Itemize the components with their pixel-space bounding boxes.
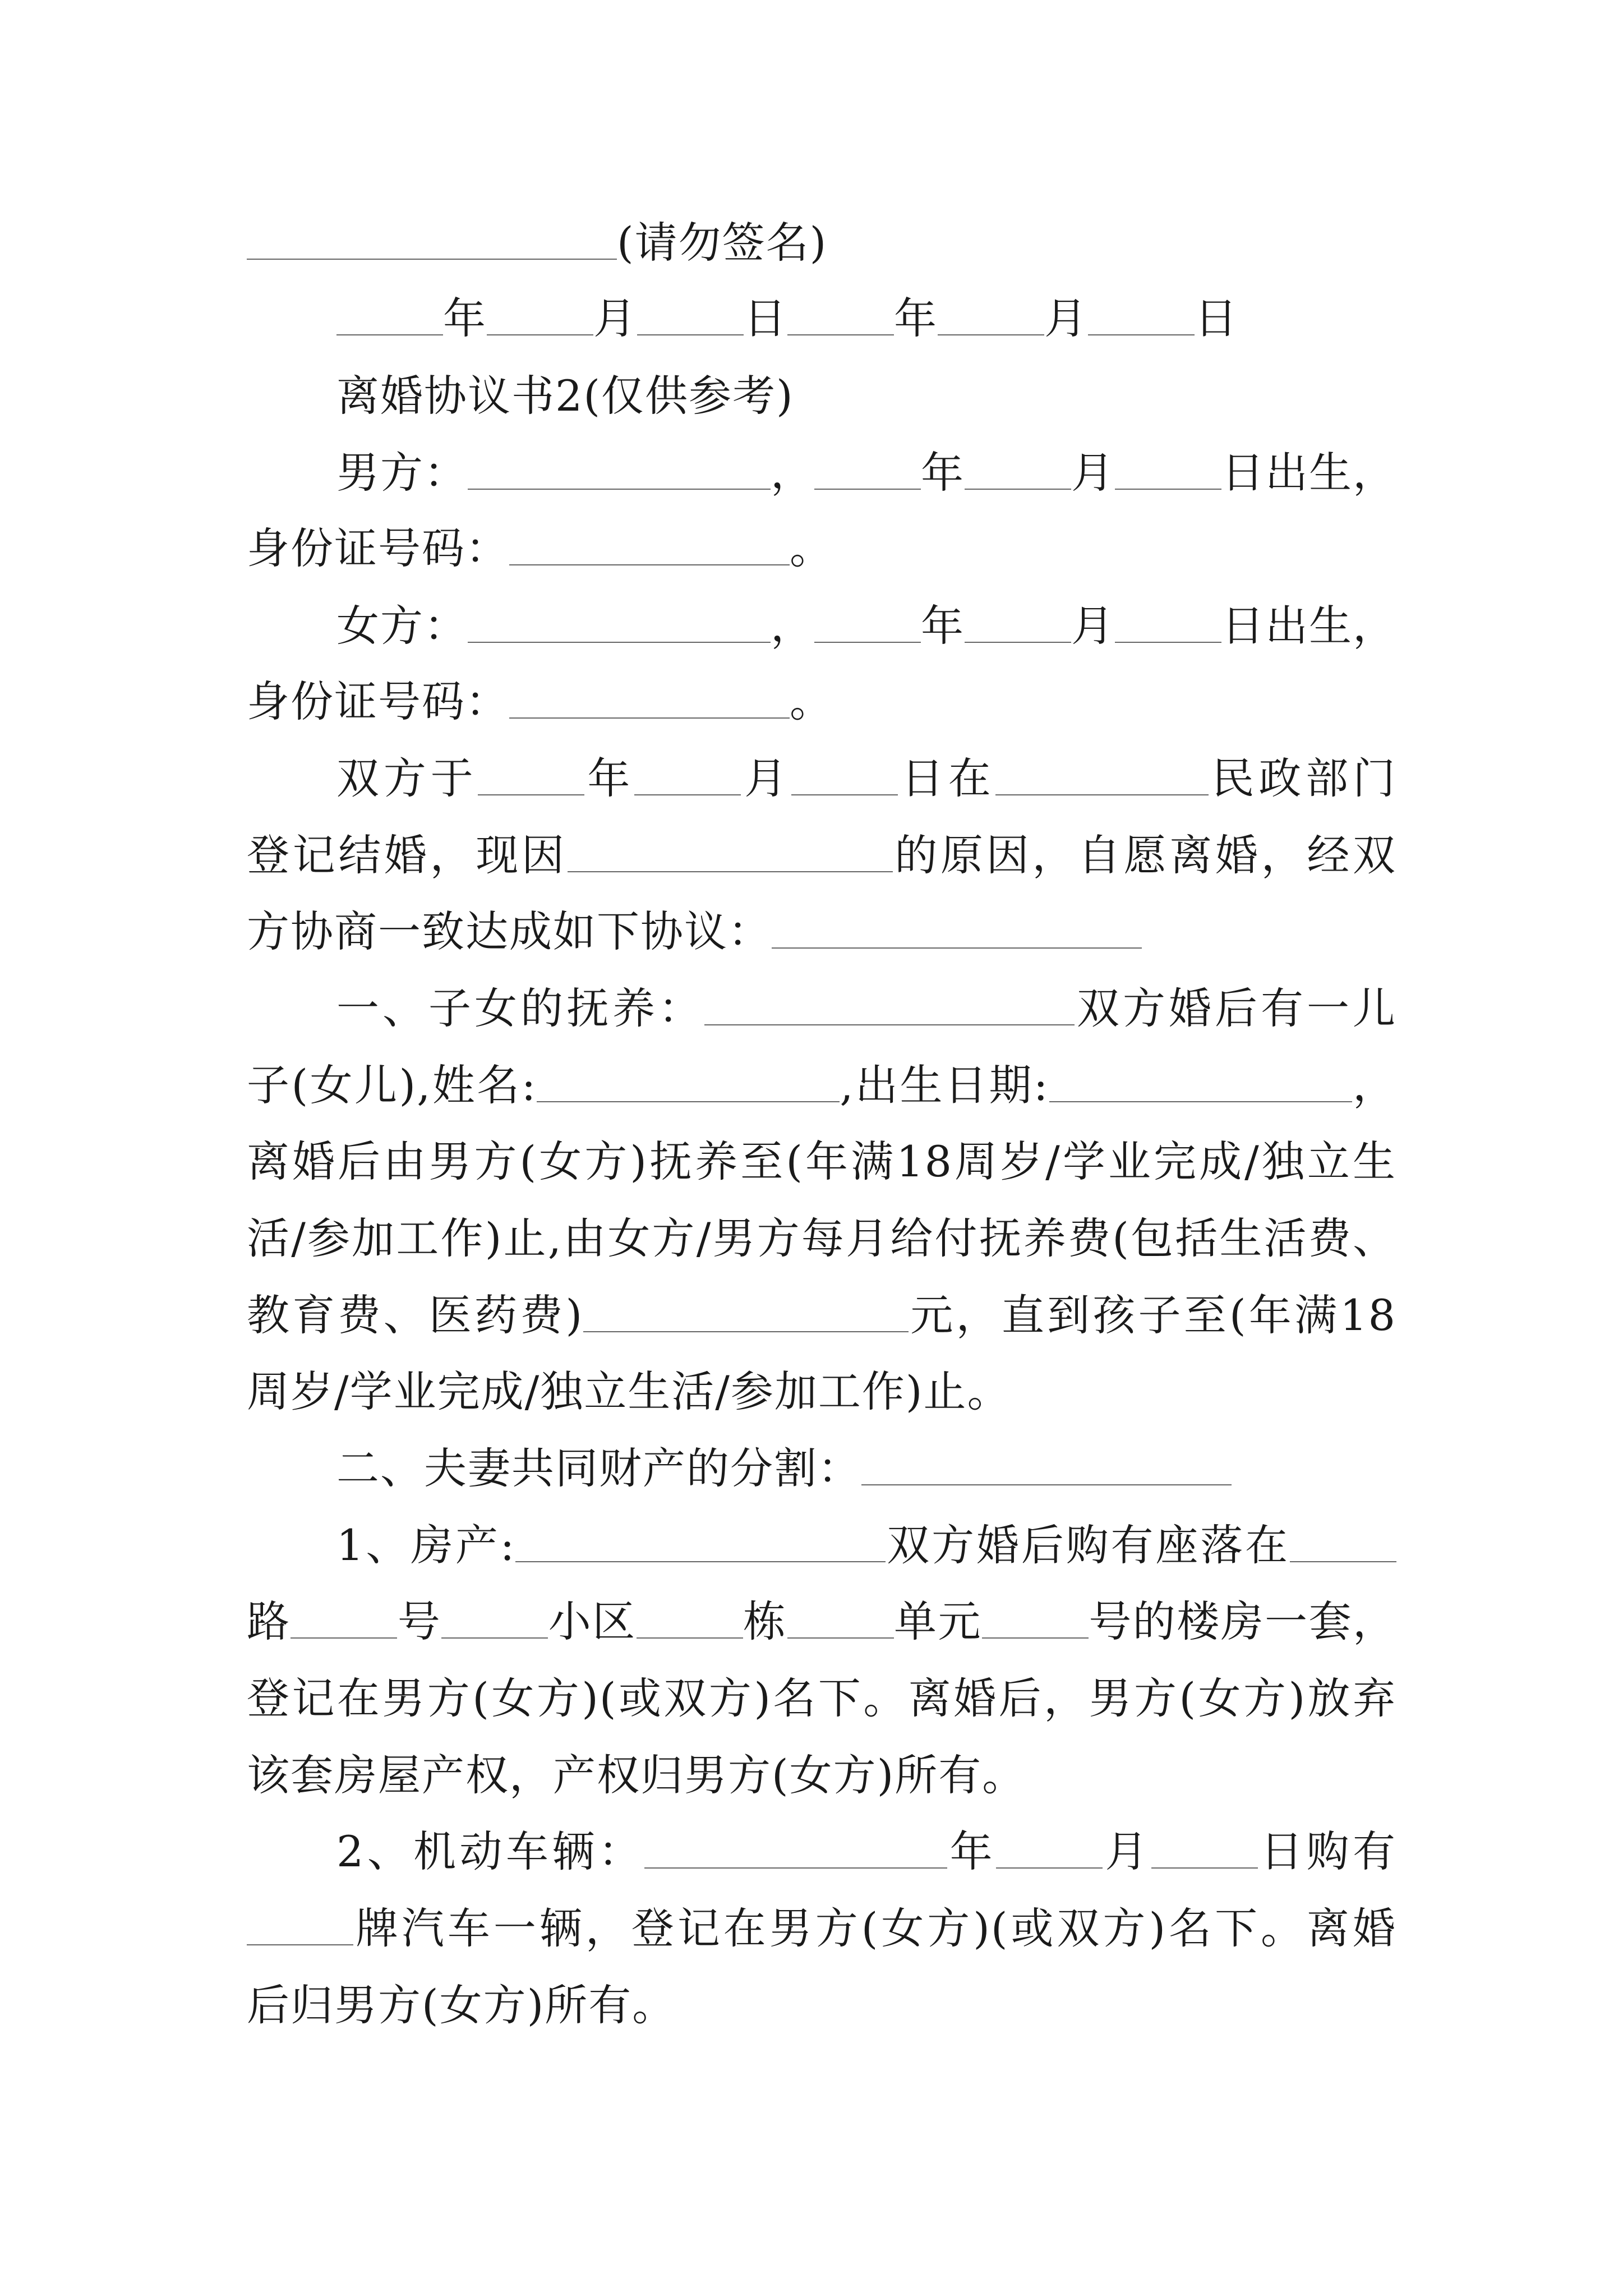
text-segment: 2、机动车辆： (336, 1826, 645, 1876)
fill-in-blank[interactable] (247, 219, 617, 260)
fill-in-blank[interactable] (1115, 602, 1221, 643)
text-segment: 牌汽车一辆，登记在男方(女方)(或双方)名下。离婚 (353, 1903, 1396, 1953)
text-segment: 的原因，自愿离婚，经双 (892, 830, 1397, 880)
fill-in-blank[interactable] (468, 449, 771, 490)
text-segment: 年 (921, 448, 965, 498)
fill-in-blank[interactable] (537, 1062, 840, 1102)
text-segment: 号的楼房一套， (1088, 1596, 1397, 1646)
fill-in-blank[interactable] (965, 602, 1071, 643)
text-segment: 栋 (743, 1596, 787, 1646)
text-segment: 离婚协议书2(仅供参考) (336, 371, 794, 421)
fill-in-blank[interactable] (568, 832, 893, 872)
text-segment: ,出生日期: (840, 1060, 1049, 1110)
text-segment: 女方： (336, 601, 468, 651)
text-line (247, 1212, 1396, 1266)
text-segment: 年 (947, 1826, 996, 1876)
text-line (247, 1978, 1396, 2032)
text-segment: 方协商一致达成如下协议： (247, 907, 772, 956)
text-segment: 单元 (893, 1596, 982, 1646)
text-line (336, 599, 1396, 653)
fill-in-blank[interactable] (1151, 1828, 1258, 1869)
fill-in-blank[interactable] (772, 908, 1142, 949)
text-segment: 日出生， (1221, 448, 1396, 498)
fill-in-blank[interactable] (291, 1598, 397, 1639)
fill-in-blank[interactable] (982, 1598, 1089, 1639)
text-segment: 周岁/学业完成/独立生活/参加工作)止。 (247, 1366, 1011, 1416)
text-segment: 民政部门 (1208, 753, 1397, 803)
text-segment: 身份证号码： (247, 523, 509, 573)
text-segment: 月 (593, 293, 637, 343)
text-segment: ， (1352, 1060, 1397, 1110)
fill-in-blank[interactable] (634, 755, 741, 795)
text-line (336, 292, 1396, 346)
text-line (247, 1672, 1396, 1726)
text-line (247, 1059, 1396, 1112)
fill-in-blank[interactable] (787, 295, 894, 335)
fill-in-blank[interactable] (441, 1598, 548, 1639)
fill-in-blank[interactable] (644, 1828, 947, 1869)
text-segment: 年 (584, 753, 635, 803)
text-segment: 元，直到孩子至(年满18 (909, 1290, 1396, 1340)
text-line (336, 1825, 1396, 1879)
text-line (247, 1289, 1396, 1342)
text-line (247, 1365, 1396, 1419)
text-segment: 登记结婚，现因 (247, 830, 568, 880)
fill-in-blank[interactable] (996, 1828, 1103, 1869)
text-line (247, 829, 1396, 882)
text-line (247, 1135, 1396, 1189)
fill-in-blank[interactable] (247, 1905, 353, 1945)
fill-in-blank[interactable] (704, 985, 1075, 1025)
text-segment: 。 (790, 523, 833, 573)
fill-in-blank[interactable] (1115, 449, 1221, 490)
text-line (336, 1442, 1396, 1496)
text-segment: (请勿签名) (617, 218, 828, 268)
text-line (336, 369, 1396, 423)
fill-in-blank[interactable] (509, 678, 790, 719)
fill-in-blank[interactable] (1088, 295, 1195, 335)
fill-in-blank[interactable] (1049, 1062, 1352, 1102)
text-segment: 二、夫妻共同财产的分割： (336, 1443, 861, 1493)
fill-in-blank[interactable] (995, 755, 1209, 795)
fill-in-blank[interactable] (938, 295, 1044, 335)
fill-in-blank[interactable] (478, 755, 584, 795)
text-segment: 月 (1103, 1826, 1151, 1876)
text-segment: 身份证号码： (247, 677, 509, 726)
text-segment: 月 (1044, 293, 1088, 343)
text-segment: 双方于 (336, 753, 478, 803)
text-segment: 该套房屋产权，产权归男方(女方)所有。 (247, 1750, 1026, 1800)
fill-in-blank[interactable] (468, 602, 771, 643)
text-segment: 双方婚后购有座落在 (886, 1520, 1290, 1570)
text-segment: 子(女儿),姓名: (247, 1060, 537, 1110)
text-segment: 月 (1071, 601, 1115, 651)
text-segment: 月 (741, 753, 792, 803)
text-line (336, 982, 1396, 1036)
text-segment: 活/参加工作)止,由女方/男方每月给付抚养费(包括生活费、 (247, 1213, 1396, 1263)
text-segment: ， (771, 448, 814, 498)
text-line (247, 216, 1396, 270)
text-segment: 路 (247, 1596, 291, 1646)
text-segment: 年 (443, 293, 487, 343)
text-line (247, 1595, 1396, 1649)
text-line (336, 446, 1396, 500)
fill-in-blank[interactable] (1290, 1522, 1396, 1562)
fill-in-blank[interactable] (583, 1292, 909, 1332)
text-line (336, 752, 1396, 806)
text-segment: 1、房产: (336, 1520, 516, 1570)
fill-in-blank[interactable] (487, 295, 593, 335)
text-segment: 后归男方(女方)所有。 (247, 1980, 676, 2030)
fill-in-blank[interactable] (814, 449, 921, 490)
text-segment: 年 (921, 601, 965, 651)
text-segment: 日购有 (1257, 1826, 1397, 1876)
fill-in-blank[interactable] (861, 1445, 1232, 1485)
text-segment: 登记在男方(女方)(或双方)名下。离婚后，男方(女方)放弃 (247, 1673, 1396, 1723)
text-segment: 日 (1195, 293, 1238, 343)
text-line (247, 1902, 1396, 1955)
text-segment: 年 (894, 293, 938, 343)
fill-in-blank[interactable] (787, 1598, 894, 1639)
text-segment: 小区 (548, 1596, 637, 1646)
text-segment: 号 (397, 1596, 442, 1646)
fill-in-blank[interactable] (814, 602, 921, 643)
fill-in-blank[interactable] (965, 449, 1071, 490)
text-segment: 离婚后由男方(女方)抚养至(年满18周岁/学业完成/独立生 (247, 1137, 1396, 1186)
fill-in-blank[interactable] (515, 1522, 886, 1562)
text-segment: 日在 (898, 753, 995, 803)
text-segment: 教育费、医药费) (247, 1290, 584, 1340)
fill-in-blank[interactable] (509, 525, 790, 565)
text-segment: 男方： (336, 448, 468, 498)
text-segment: 日 (744, 293, 787, 343)
text-segment: 一、子女的抚养： (336, 983, 704, 1033)
text-segment: 双方婚后有一儿 (1075, 983, 1396, 1033)
text-segment: 日出生， (1221, 601, 1396, 651)
fill-in-blank[interactable] (336, 295, 443, 335)
text-line (247, 522, 1396, 576)
fill-in-blank[interactable] (637, 295, 744, 335)
text-segment: 。 (790, 677, 833, 726)
text-line (247, 675, 1396, 729)
fill-in-blank[interactable] (791, 755, 898, 795)
text-line (247, 1749, 1396, 1802)
fill-in-blank[interactable] (637, 1598, 743, 1639)
text-line (247, 905, 1396, 959)
text-line (336, 1519, 1396, 1572)
text-segment: 月 (1071, 448, 1115, 498)
text-segment: ， (771, 601, 814, 651)
